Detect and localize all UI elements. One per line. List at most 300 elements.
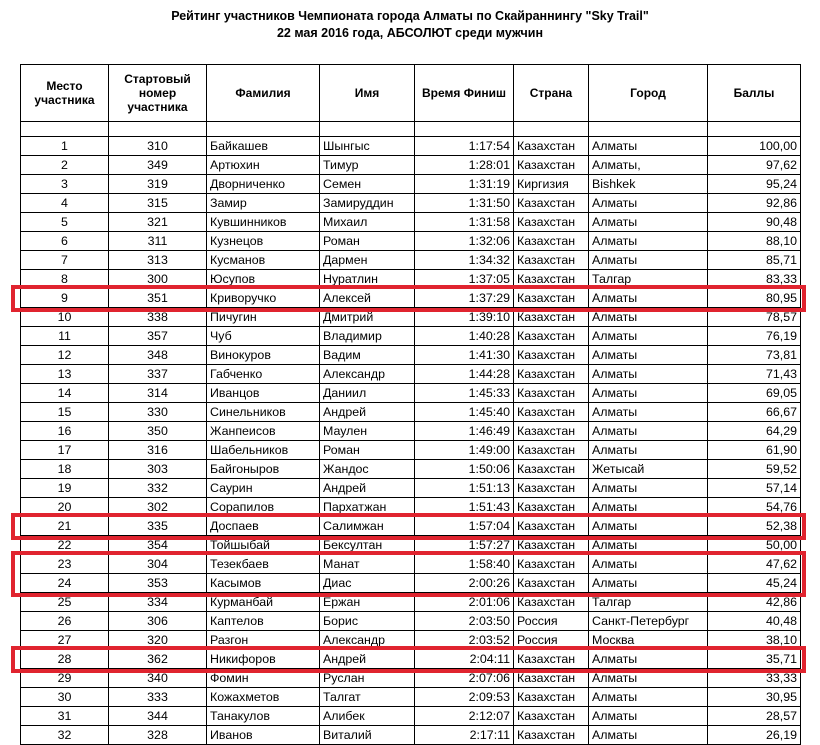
country-cell: Казахстан bbox=[514, 441, 589, 460]
country-cell: Казахстан bbox=[514, 536, 589, 555]
country-cell: Казахстан bbox=[514, 707, 589, 726]
name-cell: Бексултан bbox=[320, 536, 415, 555]
name-cell: Алибек bbox=[320, 707, 415, 726]
city-cell: Алматы bbox=[589, 422, 708, 441]
name-cell: Роман bbox=[320, 441, 415, 460]
surname-cell: Иванцов bbox=[207, 384, 320, 403]
surname-cell: Кожахметов bbox=[207, 688, 320, 707]
surname-cell: Иванов bbox=[207, 726, 320, 745]
table-row bbox=[21, 175, 801, 194]
surname-cell: Байкашев bbox=[207, 137, 320, 156]
name-cell: Виталий bbox=[320, 726, 415, 745]
col-header-name: Имя bbox=[320, 65, 415, 122]
time-cell: 1:45:40 bbox=[415, 403, 514, 422]
bib-cell: 351 bbox=[109, 289, 207, 308]
bib-cell: 315 bbox=[109, 194, 207, 213]
name-cell: Семен bbox=[320, 175, 415, 194]
name-cell: Ержан bbox=[320, 593, 415, 612]
place-cell: 29 bbox=[21, 669, 109, 688]
table-row bbox=[21, 574, 801, 593]
points-cell: 52,38 bbox=[708, 517, 801, 536]
time-cell: 2:07:06 bbox=[415, 669, 514, 688]
bib-cell: 328 bbox=[109, 726, 207, 745]
points-cell: 26,19 bbox=[708, 726, 801, 745]
table-row bbox=[21, 365, 801, 384]
points-cell: 30,95 bbox=[708, 688, 801, 707]
name-cell: Пархатжан bbox=[320, 498, 415, 517]
name-cell: Вадим bbox=[320, 346, 415, 365]
surname-cell: Тезекбаев bbox=[207, 555, 320, 574]
table-row bbox=[21, 194, 801, 213]
col-header-points: Баллы bbox=[708, 65, 801, 122]
country-cell: Казахстан bbox=[514, 593, 589, 612]
country-cell: Казахстан bbox=[514, 251, 589, 270]
points-cell: 78,57 bbox=[708, 308, 801, 327]
time-cell: 2:03:50 bbox=[415, 612, 514, 631]
city-cell: Алматы, bbox=[589, 156, 708, 175]
bib-cell: 348 bbox=[109, 346, 207, 365]
points-cell: 97,62 bbox=[708, 156, 801, 175]
country-cell: Казахстан bbox=[514, 289, 589, 308]
points-cell: 61,90 bbox=[708, 441, 801, 460]
results-table bbox=[20, 64, 801, 745]
points-cell: 73,81 bbox=[708, 346, 801, 365]
name-cell: Александр bbox=[320, 631, 415, 650]
name-cell: Шынгыс bbox=[320, 137, 415, 156]
country-cell: Киргизия bbox=[514, 175, 589, 194]
bib-cell: 332 bbox=[109, 479, 207, 498]
city-cell: Алматы bbox=[589, 726, 708, 745]
points-cell: 28,57 bbox=[708, 707, 801, 726]
city-cell: Алматы bbox=[589, 213, 708, 232]
city-cell: Талгар bbox=[589, 270, 708, 289]
col-header-time: Время Финиш bbox=[415, 65, 514, 122]
country-cell: Казахстан bbox=[514, 156, 589, 175]
city-cell: Талгар bbox=[589, 593, 708, 612]
table-row bbox=[21, 327, 801, 346]
time-cell: 1:31:50 bbox=[415, 194, 514, 213]
time-cell: 1:51:43 bbox=[415, 498, 514, 517]
city-cell: Алматы bbox=[589, 137, 708, 156]
table-row bbox=[21, 384, 801, 403]
city-cell: Алматы bbox=[589, 479, 708, 498]
city-cell: Алматы bbox=[589, 650, 708, 669]
country-cell: Казахстан bbox=[514, 194, 589, 213]
name-cell: Роман bbox=[320, 232, 415, 251]
surname-cell: Шабельников bbox=[207, 441, 320, 460]
city-cell: Алматы bbox=[589, 308, 708, 327]
name-cell: Салимжан bbox=[320, 517, 415, 536]
country-cell: Казахстан bbox=[514, 232, 589, 251]
bib-cell: 349 bbox=[109, 156, 207, 175]
bib-cell: 319 bbox=[109, 175, 207, 194]
table-row bbox=[21, 726, 801, 745]
city-cell: Алматы bbox=[589, 555, 708, 574]
place-cell: 28 bbox=[21, 650, 109, 669]
points-cell: 35,71 bbox=[708, 650, 801, 669]
time-cell: 2:04:11 bbox=[415, 650, 514, 669]
place-cell: 22 bbox=[21, 536, 109, 555]
bib-cell: 334 bbox=[109, 593, 207, 612]
time-cell: 1:57:27 bbox=[415, 536, 514, 555]
table-row bbox=[21, 441, 801, 460]
col-header-bib: Стартовый номер участника bbox=[109, 65, 207, 122]
country-cell: Казахстан bbox=[514, 574, 589, 593]
points-cell: 76,19 bbox=[708, 327, 801, 346]
city-cell: Bishkek bbox=[589, 175, 708, 194]
time-cell: 1:46:49 bbox=[415, 422, 514, 441]
place-cell: 26 bbox=[21, 612, 109, 631]
table-row bbox=[21, 479, 801, 498]
points-cell: 85,71 bbox=[708, 251, 801, 270]
time-cell: 2:17:11 bbox=[415, 726, 514, 745]
points-cell: 57,14 bbox=[708, 479, 801, 498]
bib-cell: 333 bbox=[109, 688, 207, 707]
table-row bbox=[21, 232, 801, 251]
city-cell: Алматы bbox=[589, 365, 708, 384]
city-cell: Алматы bbox=[589, 707, 708, 726]
country-cell: Россия bbox=[514, 631, 589, 650]
points-cell: 33,33 bbox=[708, 669, 801, 688]
place-cell: 19 bbox=[21, 479, 109, 498]
place-cell: 10 bbox=[21, 308, 109, 327]
table-row bbox=[21, 346, 801, 365]
time-cell: 2:00:26 bbox=[415, 574, 514, 593]
country-cell: Казахстан bbox=[514, 346, 589, 365]
bib-cell: 338 bbox=[109, 308, 207, 327]
table-row bbox=[21, 308, 801, 327]
city-cell: Жетысай bbox=[589, 460, 708, 479]
place-cell: 32 bbox=[21, 726, 109, 745]
surname-cell: Фомин bbox=[207, 669, 320, 688]
city-cell: Алматы bbox=[589, 346, 708, 365]
col-header-country: Страна bbox=[514, 65, 589, 122]
table-row bbox=[21, 460, 801, 479]
city-cell: Алматы bbox=[589, 688, 708, 707]
place-cell: 23 bbox=[21, 555, 109, 574]
place-cell: 9 bbox=[21, 289, 109, 308]
time-cell: 1:50:06 bbox=[415, 460, 514, 479]
table-row bbox=[21, 669, 801, 688]
place-cell: 31 bbox=[21, 707, 109, 726]
name-cell: Борис bbox=[320, 612, 415, 631]
points-cell: 69,05 bbox=[708, 384, 801, 403]
time-cell: 1:40:28 bbox=[415, 327, 514, 346]
table-row bbox=[21, 536, 801, 555]
name-cell: Нуратлин bbox=[320, 270, 415, 289]
place-cell: 3 bbox=[21, 175, 109, 194]
name-cell: Руслан bbox=[320, 669, 415, 688]
table-row bbox=[21, 498, 801, 517]
city-cell: Алматы bbox=[589, 498, 708, 517]
time-cell: 1:34:32 bbox=[415, 251, 514, 270]
bib-cell: 314 bbox=[109, 384, 207, 403]
points-cell: 66,67 bbox=[708, 403, 801, 422]
table-row bbox=[21, 517, 801, 536]
country-cell: Казахстан bbox=[514, 688, 589, 707]
place-cell: 20 bbox=[21, 498, 109, 517]
name-cell: Владимир bbox=[320, 327, 415, 346]
points-cell: 42,86 bbox=[708, 593, 801, 612]
time-cell: 1:17:54 bbox=[415, 137, 514, 156]
city-cell: Алматы bbox=[589, 327, 708, 346]
bib-cell: 300 bbox=[109, 270, 207, 289]
table-row bbox=[21, 631, 801, 650]
table-row bbox=[21, 213, 801, 232]
time-cell: 1:32:06 bbox=[415, 232, 514, 251]
city-cell: Алматы bbox=[589, 289, 708, 308]
city-cell: Москва bbox=[589, 631, 708, 650]
country-cell: Казахстан bbox=[514, 669, 589, 688]
surname-cell: Тойшыбай bbox=[207, 536, 320, 555]
name-cell: Дармен bbox=[320, 251, 415, 270]
place-cell: 7 bbox=[21, 251, 109, 270]
table-row bbox=[21, 289, 801, 308]
surname-cell: Юсупов bbox=[207, 270, 320, 289]
bib-cell: 321 bbox=[109, 213, 207, 232]
bib-cell: 357 bbox=[109, 327, 207, 346]
bib-cell: 350 bbox=[109, 422, 207, 441]
name-cell: Жандос bbox=[320, 460, 415, 479]
time-cell: 1:28:01 bbox=[415, 156, 514, 175]
name-cell: Александр bbox=[320, 365, 415, 384]
time-cell: 2:03:52 bbox=[415, 631, 514, 650]
document-subtitle: 22 мая 2016 года, АБСОЛЮТ среди мужчин bbox=[276, 26, 544, 40]
surname-cell: Танакулов bbox=[207, 707, 320, 726]
surname-cell: Кузнецов bbox=[207, 232, 320, 251]
name-cell: Маулен bbox=[320, 422, 415, 441]
surname-cell: Кувшинников bbox=[207, 213, 320, 232]
place-cell: 25 bbox=[21, 593, 109, 612]
city-cell: Алматы bbox=[589, 441, 708, 460]
country-cell: Казахстан bbox=[514, 384, 589, 403]
col-header-surname: Фамилия bbox=[207, 65, 320, 122]
place-cell: 24 bbox=[21, 574, 109, 593]
points-cell: 59,52 bbox=[708, 460, 801, 479]
header-row bbox=[21, 65, 801, 122]
bib-cell: 353 bbox=[109, 574, 207, 593]
surname-cell: Дворниченко bbox=[207, 175, 320, 194]
city-cell: Алматы bbox=[589, 517, 708, 536]
surname-cell: Доспаев bbox=[207, 517, 320, 536]
bib-cell: 311 bbox=[109, 232, 207, 251]
points-cell: 50,00 bbox=[708, 536, 801, 555]
table-row bbox=[21, 707, 801, 726]
table-row bbox=[21, 422, 801, 441]
bib-cell: 320 bbox=[109, 631, 207, 650]
points-cell: 80,95 bbox=[708, 289, 801, 308]
bib-cell: 340 bbox=[109, 669, 207, 688]
bib-cell: 344 bbox=[109, 707, 207, 726]
place-cell: 13 bbox=[21, 365, 109, 384]
place-cell: 2 bbox=[21, 156, 109, 175]
country-cell: Казахстан bbox=[514, 422, 589, 441]
points-cell: 100,00 bbox=[708, 137, 801, 156]
name-cell: Талгат bbox=[320, 688, 415, 707]
bib-cell: 302 bbox=[109, 498, 207, 517]
points-cell: 54,76 bbox=[708, 498, 801, 517]
surname-cell: Никифоров bbox=[207, 650, 320, 669]
time-cell: 2:01:06 bbox=[415, 593, 514, 612]
place-cell: 27 bbox=[21, 631, 109, 650]
table-row bbox=[21, 137, 801, 156]
col-header-city: Город bbox=[589, 65, 708, 122]
surname-cell: Жанпеисов bbox=[207, 422, 320, 441]
time-cell: 2:12:07 bbox=[415, 707, 514, 726]
place-cell: 5 bbox=[21, 213, 109, 232]
surname-cell: Кусманов bbox=[207, 251, 320, 270]
country-cell: Казахстан bbox=[514, 327, 589, 346]
place-cell: 12 bbox=[21, 346, 109, 365]
place-cell: 8 bbox=[21, 270, 109, 289]
country-cell: Россия bbox=[514, 612, 589, 631]
table-row bbox=[21, 612, 801, 631]
time-cell: 1:37:05 bbox=[415, 270, 514, 289]
surname-cell: Саурин bbox=[207, 479, 320, 498]
city-cell: Алматы bbox=[589, 403, 708, 422]
name-cell: Михаил bbox=[320, 213, 415, 232]
bib-cell: 313 bbox=[109, 251, 207, 270]
bib-cell: 337 bbox=[109, 365, 207, 384]
points-cell: 88,10 bbox=[708, 232, 801, 251]
points-cell: 90,48 bbox=[708, 213, 801, 232]
bib-cell: 362 bbox=[109, 650, 207, 669]
time-cell: 1:51:13 bbox=[415, 479, 514, 498]
time-cell: 1:58:40 bbox=[415, 555, 514, 574]
city-cell: Алматы bbox=[589, 669, 708, 688]
table-row bbox=[21, 156, 801, 175]
surname-cell: Пичугин bbox=[207, 308, 320, 327]
country-cell: Казахстан bbox=[514, 498, 589, 517]
surname-cell: Замир bbox=[207, 194, 320, 213]
place-cell: 14 bbox=[21, 384, 109, 403]
points-cell: 71,43 bbox=[708, 365, 801, 384]
table-row bbox=[21, 593, 801, 612]
place-cell: 18 bbox=[21, 460, 109, 479]
points-cell: 83,33 bbox=[708, 270, 801, 289]
surname-cell: Криворучко bbox=[207, 289, 320, 308]
city-cell: Санкт-Петербург bbox=[589, 612, 708, 631]
time-cell: 1:45:33 bbox=[415, 384, 514, 403]
surname-cell: Синельников bbox=[207, 403, 320, 422]
time-cell: 2:09:53 bbox=[415, 688, 514, 707]
time-cell: 1:41:30 bbox=[415, 346, 514, 365]
city-cell: Алматы bbox=[589, 232, 708, 251]
bib-cell: 303 bbox=[109, 460, 207, 479]
name-cell: Тимур bbox=[320, 156, 415, 175]
place-cell: 6 bbox=[21, 232, 109, 251]
country-cell: Казахстан bbox=[514, 308, 589, 327]
city-cell: Алматы bbox=[589, 251, 708, 270]
country-cell: Казахстан bbox=[514, 517, 589, 536]
place-cell: 1 bbox=[21, 137, 109, 156]
bib-cell: 335 bbox=[109, 517, 207, 536]
points-cell: 64,29 bbox=[708, 422, 801, 441]
time-cell: 1:31:19 bbox=[415, 175, 514, 194]
bib-cell: 304 bbox=[109, 555, 207, 574]
country-cell: Казахстан bbox=[514, 555, 589, 574]
city-cell: Алматы bbox=[589, 536, 708, 555]
city-cell: Алматы bbox=[589, 574, 708, 593]
points-cell: 38,10 bbox=[708, 631, 801, 650]
time-cell: 1:57:04 bbox=[415, 517, 514, 536]
empty-row bbox=[21, 122, 801, 137]
place-cell: 21 bbox=[21, 517, 109, 536]
surname-cell: Чуб bbox=[207, 327, 320, 346]
time-cell: 1:44:28 bbox=[415, 365, 514, 384]
surname-cell: Каптелов bbox=[207, 612, 320, 631]
bib-cell: 310 bbox=[109, 137, 207, 156]
place-cell: 4 bbox=[21, 194, 109, 213]
name-cell: Замируддин bbox=[320, 194, 415, 213]
surname-cell: Разгон bbox=[207, 631, 320, 650]
country-cell: Казахстан bbox=[514, 650, 589, 669]
bib-cell: 330 bbox=[109, 403, 207, 422]
place-cell: 17 bbox=[21, 441, 109, 460]
surname-cell: Сорапилов bbox=[207, 498, 320, 517]
table-row bbox=[21, 251, 801, 270]
points-cell: 92,86 bbox=[708, 194, 801, 213]
points-cell: 95,24 bbox=[708, 175, 801, 194]
surname-cell: Байгоныров bbox=[207, 460, 320, 479]
city-cell: Алматы bbox=[589, 384, 708, 403]
country-cell: Казахстан bbox=[514, 213, 589, 232]
time-cell: 1:37:29 bbox=[415, 289, 514, 308]
city-cell: Алматы bbox=[589, 194, 708, 213]
time-cell: 1:39:10 bbox=[415, 308, 514, 327]
table-row bbox=[21, 650, 801, 669]
document-title: Рейтинг участников Чемпионата города Алматы по Скайраннингу "Sky Trail" bbox=[171, 9, 649, 23]
bib-cell: 306 bbox=[109, 612, 207, 631]
place-cell: 16 bbox=[21, 422, 109, 441]
bib-cell: 354 bbox=[109, 536, 207, 555]
points-cell: 40,48 bbox=[708, 612, 801, 631]
country-cell: Казахстан bbox=[514, 137, 589, 156]
place-cell: 11 bbox=[21, 327, 109, 346]
table-row bbox=[21, 555, 801, 574]
time-cell: 1:31:58 bbox=[415, 213, 514, 232]
surname-cell: Габченко bbox=[207, 365, 320, 384]
name-cell: Даниил bbox=[320, 384, 415, 403]
name-cell: Дмитрий bbox=[320, 308, 415, 327]
name-cell: Алексей bbox=[320, 289, 415, 308]
surname-cell: Курманбай bbox=[207, 593, 320, 612]
bib-cell: 316 bbox=[109, 441, 207, 460]
place-cell: 30 bbox=[21, 688, 109, 707]
surname-cell: Касымов bbox=[207, 574, 320, 593]
place-cell: 15 bbox=[21, 403, 109, 422]
table-row bbox=[21, 270, 801, 289]
table-row bbox=[21, 403, 801, 422]
name-cell: Андрей bbox=[320, 479, 415, 498]
country-cell: Казахстан bbox=[514, 403, 589, 422]
country-cell: Казахстан bbox=[514, 460, 589, 479]
country-cell: Казахстан bbox=[514, 479, 589, 498]
points-cell: 47,62 bbox=[708, 555, 801, 574]
table-row bbox=[21, 688, 801, 707]
name-cell: Манат bbox=[320, 555, 415, 574]
surname-cell: Артюхин bbox=[207, 156, 320, 175]
name-cell: Андрей bbox=[320, 403, 415, 422]
country-cell: Казахстан bbox=[514, 270, 589, 289]
country-cell: Казахстан bbox=[514, 365, 589, 384]
name-cell: Андрей bbox=[320, 650, 415, 669]
name-cell: Диас bbox=[320, 574, 415, 593]
col-header-place: Место участника bbox=[21, 65, 109, 122]
time-cell: 1:49:00 bbox=[415, 441, 514, 460]
country-cell: Казахстан bbox=[514, 726, 589, 745]
surname-cell: Винокуров bbox=[207, 346, 320, 365]
